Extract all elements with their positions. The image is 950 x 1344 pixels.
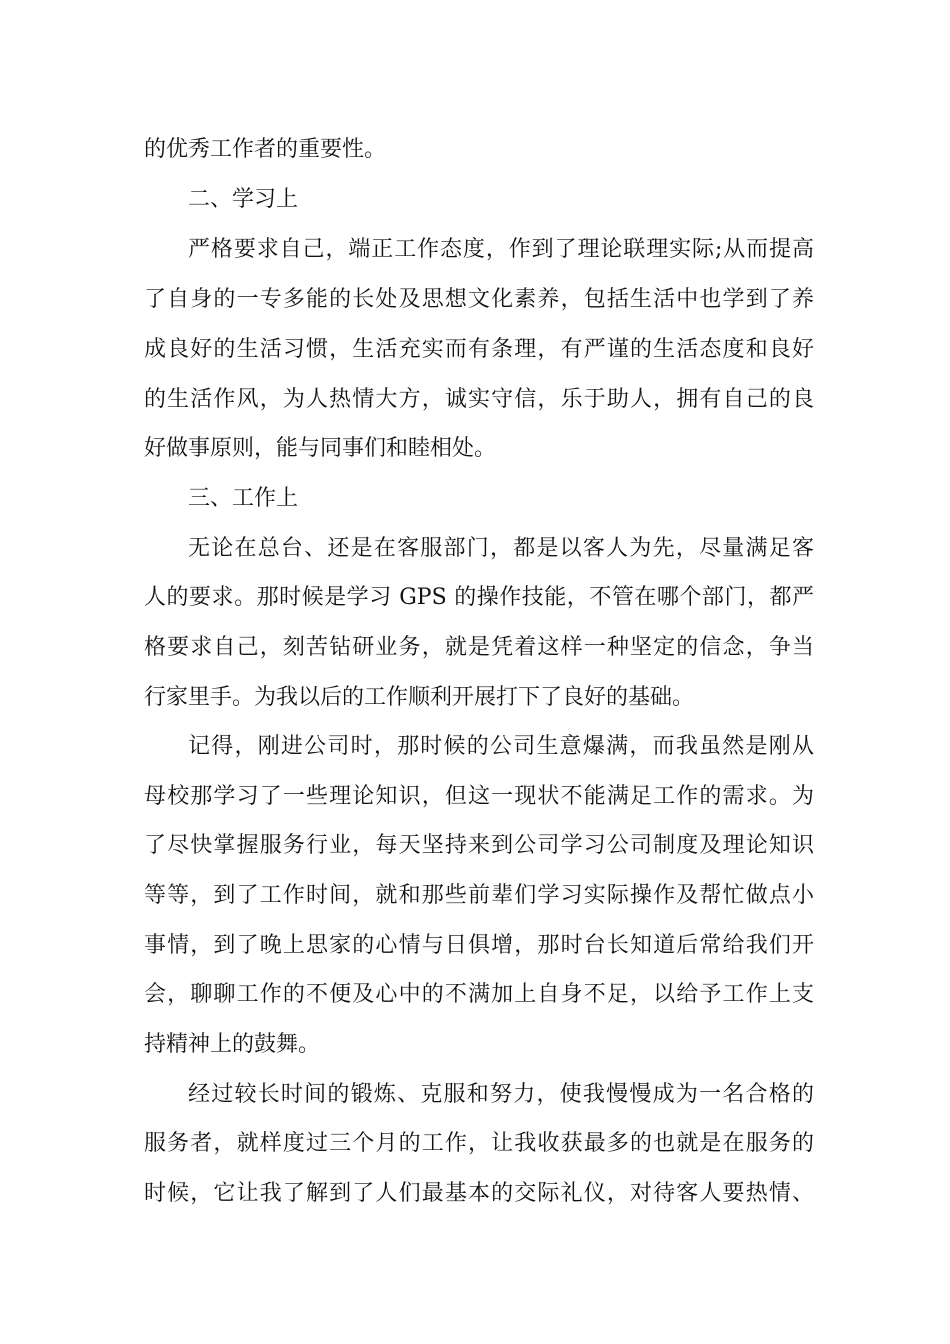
text-line: 成良好的生活习惯，生活充实而有条理，有严谨的生活态度和良好 (144, 337, 814, 362)
text-line: 行家里手。为我以后的工作顺利开展打下了良好的基础。 (144, 685, 695, 710)
text-line: 母校那学习了一些理论知识，但这一现状不能满足工作的需求。为 (144, 784, 814, 809)
text-line: 无论在总台、还是在客服部门，都是以客人为先，尽量满足客 (188, 536, 814, 561)
text-line: 时候，它让我了解到了人们最基本的交际礼仪，对待客人要热情、 (144, 1181, 814, 1206)
text-line: 严格要求自己，端正工作态度，作到了理论联理实际;从而提高 (188, 237, 814, 262)
text-line: 的优秀工作者的重要性。 (144, 137, 387, 162)
text-line: 等等，到了工作时间，就和那些前辈们学习实际操作及帮忙做点小 (144, 883, 814, 908)
text-line: 服务者，就样度过三个月的工作，让我收获最多的也就是在服务的 (144, 1131, 814, 1156)
section-heading: 二、学习上 (188, 187, 299, 212)
text-line: 持精神上的鼓舞。 (144, 1032, 321, 1057)
text-line: 的生活作风，为人热情大方，诚实守信，乐于助人，拥有自己的良 (144, 387, 814, 412)
text-line: 格要求自己，刻苦钻研业务，就是凭着这样一种坚定的信念，争当 (144, 635, 814, 660)
section-heading: 三、工作上 (188, 486, 299, 511)
text-line: 经过较长时间的锻炼、克服和努力，使我慢慢成为一名合格的 (188, 1082, 814, 1107)
text-line: 好做事原则，能与同事们和睦相处。 (144, 436, 497, 461)
text-line: 人的要求。那时候是学习 GPS 的操作技能，不管在哪个部门，都严 (144, 585, 814, 610)
text-line: 了自身的一专多能的长处及思想文化素养，包括生活中也学到了养 (144, 287, 814, 312)
text-line: 记得，刚进公司时，那时候的公司生意爆满，而我虽然是刚从 (188, 734, 814, 759)
text-line: 了尽快掌握服务行业，每天坚持来到公司学习公司制度及理论知识 (144, 833, 814, 858)
text-line: 会，聊聊工作的不便及心中的不满加上自身不足，以给予工作上支 (144, 982, 814, 1007)
text-line: 事情，到了晚上思家的心情与日俱增，那时台长知道后常给我们开 (144, 933, 814, 958)
